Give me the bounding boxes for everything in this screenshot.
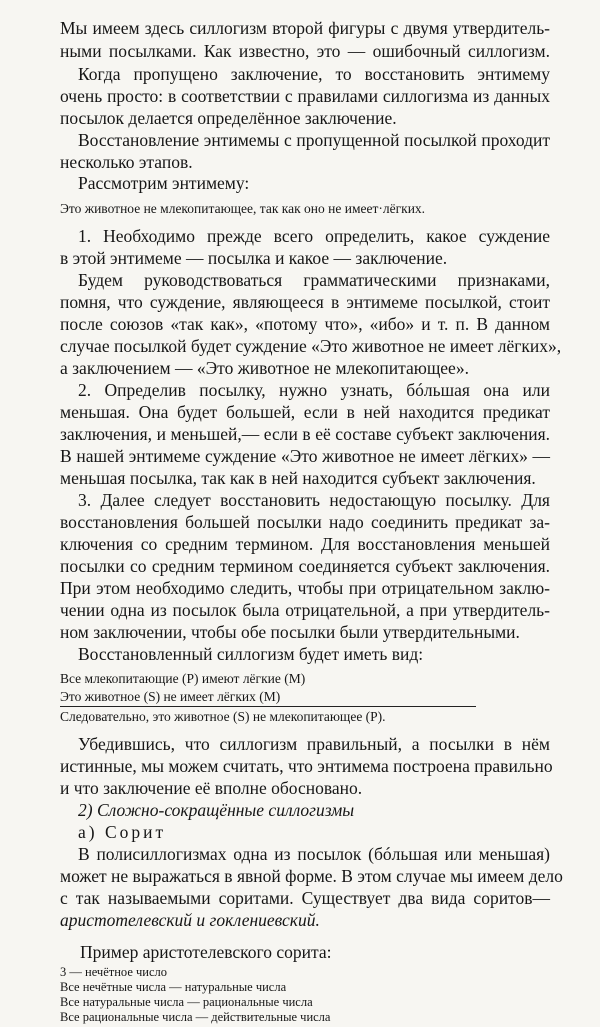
syllogism-conclusion: Следовательно, это животное (S) не млекопитающее (P). [60,709,386,724]
text-line: Рассмотрим энтимему: [78,173,250,193]
text-line: очень просто: в соответствии с правилами силлогизма из данных [60,86,550,106]
text-line: посылок делается определённое заключение. [60,108,397,128]
text-line: посылки со средним термином соединяется субъект заключения. [60,556,550,576]
text-line: а заключением — «Это животное не млекопитающее». [60,358,469,378]
text-line: может не выражаться в явной форме. В этом случае мы имеем дело [60,866,563,886]
text-line: несколько этапов. [60,152,193,172]
text-line: и что заключение её вполне обосновано. [60,778,363,798]
text-line: заключения, и меньшей,— если в её составе субъект заключения. [60,424,550,444]
text-line: ключения со средним термином. Для восстановления меньшей [60,534,550,554]
syllogism-premise: Все млекопитающие (P) имеют лёгкие (M) [60,671,306,686]
text-line: В полисиллогизмах одна из посылок (бóльшая или меньшая) [78,844,550,864]
text-line: после союзов «так как», «потому что», «ибо» и т. п. В данном [60,314,550,334]
text-line: 1. Необходимо прежде всего определить, какое суждение [78,226,550,246]
text-line: помня, что суждение, являющееся в энтимеме посылкой, стоит [60,292,550,312]
section-heading: 2) Сложно-сокращённые силлогизмы [78,800,355,820]
example-line: Это животное не млекопитающее, так как оно не имеет·лёгких. [60,201,426,216]
text-line: 3. Далее следует восстановить недостающую посылку. Для [78,490,550,510]
text-line: в этой энтимеме — посылка и какое — заключение. [60,248,448,268]
text-line: 2. Определив посылку, нужно узнать, бóльшая она или [78,380,550,400]
text-line: Убедившись, что силлогизм правильный, а посылки в нём [78,734,550,754]
subsection-heading: а) Сорит [78,822,167,842]
syllogism-divider [60,706,476,707]
text-line: Пример аристотелевского сорита: [80,942,332,962]
text-line: случае посылкой будет суждение «Это животное не имеет лёгких», [60,336,562,356]
sorite-premise: Все натуральные числа — рациональные числа [60,995,313,1009]
sorite-premise: 3 — нечётное число [60,965,168,979]
text-line: Восстановленный силлогизм будет иметь вид: [78,644,424,664]
text-line: меньшая. Она будет большей, если в ней находится предикат [60,402,550,422]
text-line: аристотелевский и гоклениевский. [60,910,320,930]
text-line: ном заключении, чтобы обе посылки были утвердительными. [60,622,520,642]
text-line: Будем руководствоваться грамматическими признаками, [78,270,550,290]
text-line: с так называемыми соритами. Существует два вида соритов— [60,888,550,908]
sorite-premise: Все нечётные числа — натуральные числа [60,980,287,994]
text-line: Мы имеем здесь силлогизм второй фигуры с двумя утвердитель- [60,18,550,38]
text-line: В нашей энтимеме суждение «Это животное не имеет лёгких» — [60,446,550,466]
text-line: истинные, мы можем считать, что энтимема построена правильно [60,756,553,776]
sorite-premise: Все рациональные числа — действительные числа [60,1010,331,1024]
text-line: Когда пропущено заключение, то восстановить энтимему [78,64,550,84]
text-line: меньшая посылка, так как в ней находится субъект заключения. [60,468,536,488]
syllogism-premise: Это животное (S) не имеет лёгких (M) [60,689,281,704]
text-line: При этом необходимо следить, чтобы при отрицательном заклю- [60,578,550,598]
text-line: чении одна из посылок была отрицательной, а при утвердитель- [60,600,550,620]
text-line: ными посылками. Как известно, это — ошибочный силлогизм. [60,41,550,61]
text-line: восстановления большей посылки надо соединить предикат за- [60,512,550,532]
text-line: Восстановление энтимемы с пропущенной посылкой проходит [78,130,550,150]
